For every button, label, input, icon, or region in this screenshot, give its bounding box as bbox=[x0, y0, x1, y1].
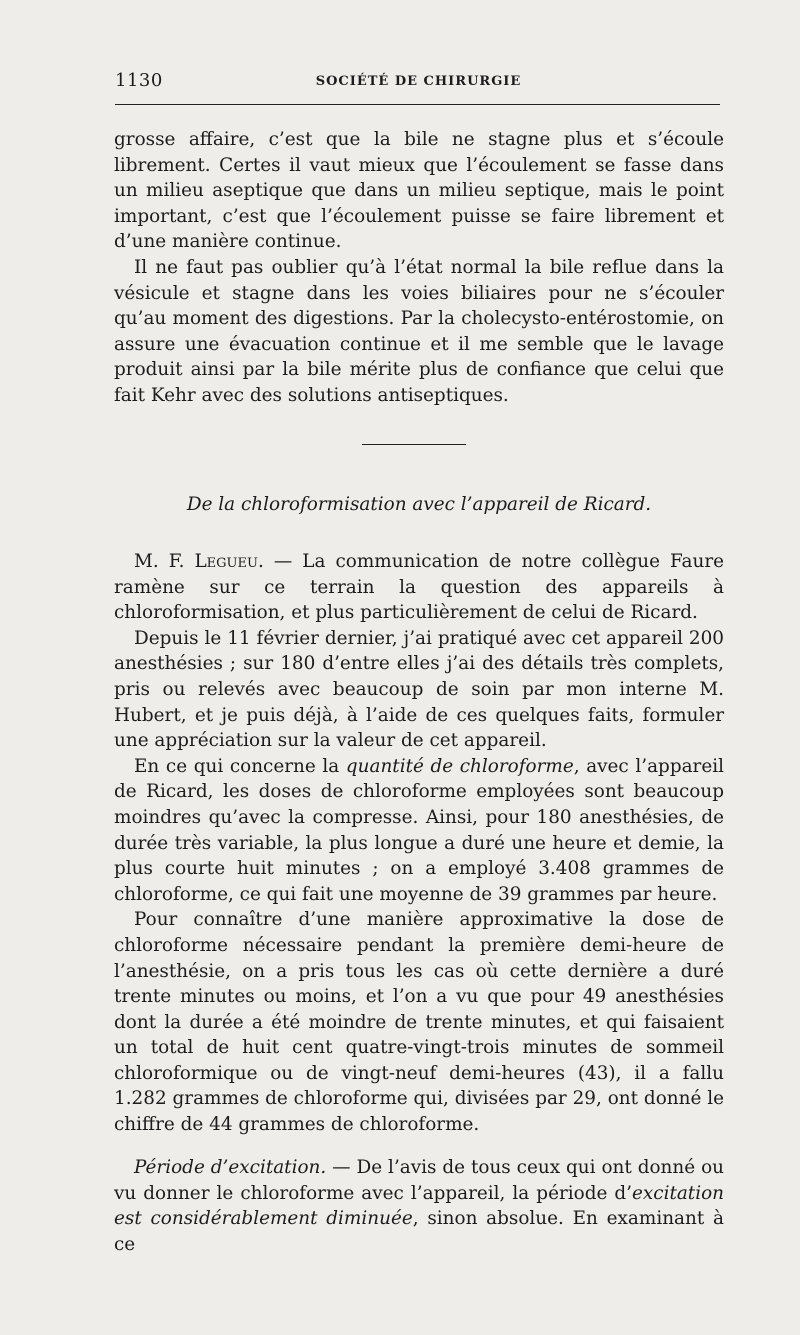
paragraph-text: En ce qui concerne la bbox=[134, 755, 346, 777]
emphasis: quantité de chloroforme bbox=[345, 755, 574, 777]
paragraph-text: — De l’avis de tous ceux qui ont donné ou vu donner le chloroforme avec l’appareil, la période d’ bbox=[114, 1157, 724, 1204]
section-title: De la chloroformisation avec l’appareil de Ricard. bbox=[186, 494, 652, 515]
paragraph-text: , sinon absolue. En examinant à ce bbox=[114, 1208, 724, 1255]
paragraph-text: — La communication de notre collègue Faure ramène sur ce terrain la question des appareils à chloroformisation, et plus particulièrement de celui de Ricard. bbox=[114, 551, 724, 624]
page-header bbox=[115, 70, 722, 96]
text-block-bottom bbox=[114, 1155, 724, 1257]
paragraph: Il ne faut pas oublier qu’à l’état normal la bile reflue dans la vésicule et stagne dans les voies biliaires pour ne s’écouler qu’au moment des digestions. Par la cholecysto-entérostomie, on assure une évacuation continue et il me semble que le lavage produit ainsi par la bile mérite plus de confiance que celui que fait Kehr avec des solutions antiseptiques. bbox=[114, 256, 724, 406]
section-separator bbox=[362, 444, 466, 445]
speaker-name: M. F. Legueu. bbox=[134, 551, 264, 572]
paragraph: Depuis le 11 février dernier, j’ai pratiqué avec cet appareil 200 anesthésies ; sur 180 d’entre elles j’ai des détails très complets, pris ou relevés avec beaucoup de soin par mon interne M. Hubert, et je puis déjà, à l’aide de ces quelques faits, formuler une appréciation sur la valeur de cet appareil. bbox=[114, 627, 724, 752]
paragraph: grosse affaire, c’est que la bile ne stagne plus et s’écoule librement. Certes il vaut mieux que l’écoulement se fasse dans un milieu aseptique que dans un milieu septique, mais le point important, c’est que l’écoulement puisse se faire librement et d’une manière continue. bbox=[114, 129, 724, 253]
paragraph: Pour connaître d’une manière approximative la dose de chloroforme nécessaire pendant la première demi-heure de l’anesthésie, on a pris tous les cas où cette dernière a duré trente minutes ou moins, et l’on a vu que pour 49 anesthésies dont la durée a été moindre de trente minutes, et qui faisaient un total de huit cent quatre-vingt-trois minutes de sommeil chloroformique ou de vingt-neuf demi-heures (43), il a fallu 1.282 grammes de chloroforme qui, divisées par 29, ont donné le chiffre de 44 grammes de chloroforme. bbox=[114, 909, 724, 1136]
paragraph-text: , avec l’appareil de Ricard, les doses de chloroforme employées sont beaucoup moindres qu’avec la compresse. Ainsi, pour 180 anesthésies, de durée très variable, la plus longue a duré une heure et demie, la plus courte huit minutes ; on a employé 3.408 grammes de chloroforme, ce qui fait une moyenne de 39 grammes par heure. bbox=[114, 755, 724, 905]
emphasis: excitation est considérablement diminuée bbox=[114, 1182, 724, 1230]
text-block-top bbox=[114, 127, 724, 409]
running-title: SOCIÉTÉ DE CHIRURGIE bbox=[315, 74, 522, 89]
header-rule bbox=[115, 104, 720, 105]
text-block-main bbox=[114, 549, 724, 1138]
paragraph bbox=[114, 1155, 724, 1257]
emphasis: Période d’excitation. bbox=[134, 1157, 327, 1178]
paragraph bbox=[114, 549, 724, 626]
paragraph bbox=[114, 754, 724, 908]
page-number: 1130 bbox=[115, 70, 163, 91]
